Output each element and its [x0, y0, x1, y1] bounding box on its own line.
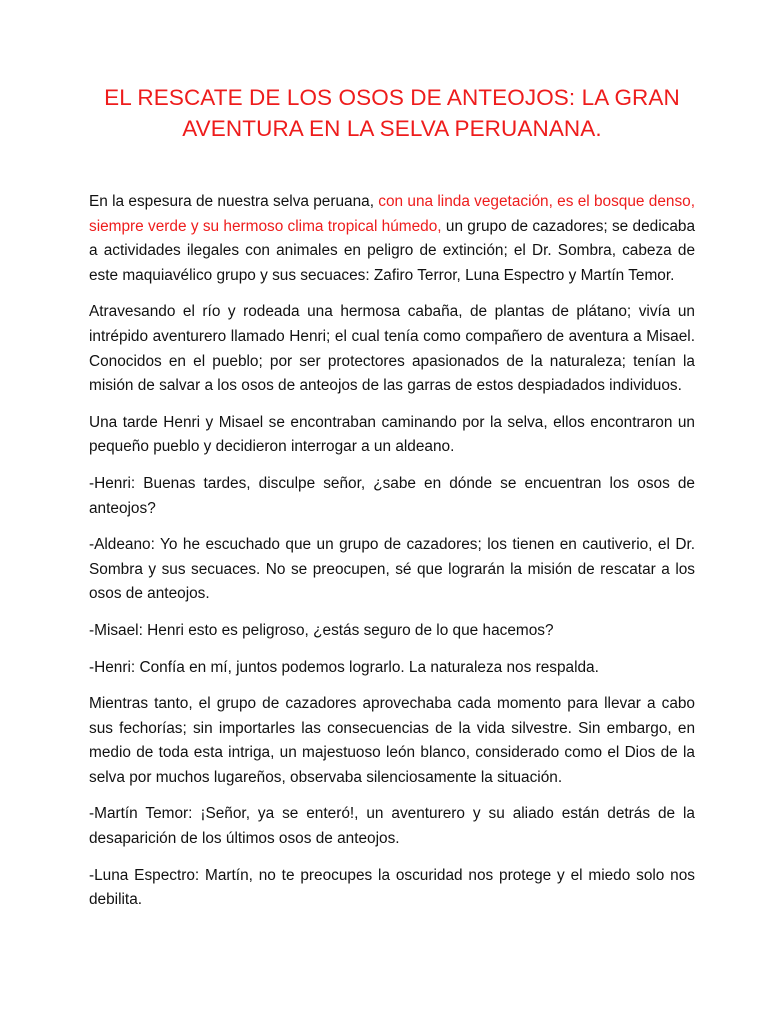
paragraph-intro-end: un grupo de cazadores; se dedicaba a actividades ilegales con animales en peligro de extinción; el Dr. Sombra, cabeza de este maquiavélico grupo y sus secuaces: Zafiro Terror, Luna Espectro y Martín Temor. — [89, 217, 696, 284]
document-title: EL RESCATE DE LOS OSOS DE ANTEOJOS: LA GRAN AVENTURA EN LA SELVA PERUANANA. — [104, 85, 680, 141]
dialogue-aldeano: -Aldeano: Yo he escuchado que un grupo de cazadores; los tienen en cautiverio, el Dr. Sombra y sus secuaces. No se preocupen, sé que lograrán la misión de rescatar a los osos de anteojos. — [89, 536, 695, 603]
dialogue-martin-temor: -Martín Temor: ¡Señor, ya se enteró!, un aventurero y su aliado están detrás de la desaparición de los últimos osos de anteojos. — [89, 805, 695, 848]
paragraph-henri-intro: Atravesando el río y rodeada una hermosa cabaña, de plantas de plátano; vivía un intrépido aventurero llamado Henri; el cual tenía como compañero de aventura a Misael. Conocidos en el pueblo; por ser protectores apasionados de la naturaleza; tenían la misión de salvar a los osos de anteojos de las garras de estos despiadados individuos. — [89, 303, 695, 395]
paragraph-hunters: Mientras tanto, el grupo de cazadores aprovechaba cada momento para llevar a cabo sus fechorías; sin importarles las consecuencias de la vida silvestre. Sin embargo, en medio de toda esta intriga, un majestuoso león blanco, considerado como el Dios de la selva por muchos lugareños, observaba silenciosamente la situación. — [89, 695, 695, 786]
highlighted-text: con una linda vegetación, es el bosque denso, siempre verde y su hermoso clima tropical húmedo, — [89, 193, 695, 235]
dialogue-luna-espectro: -Luna Espectro: Martín, no te preocupes la oscuridad nos protege y el miedo solo nos debilita. — [89, 866, 695, 909]
paragraph-village: Una tarde Henri y Misael se encontraban caminando por la selva, ellos encontraron un pequeño pueblo y decidieron interrogar a un aldeano. — [89, 413, 695, 456]
paragraph-intro-start: En la espesura de nuestra selva peruana, — [89, 193, 379, 210]
dialogue-henri-question: -Henri: Buenas tardes, disculpe señor, ¿sabe en dónde se encuentran los osos de anteojos? — [89, 474, 695, 517]
paragraph-intro — [89, 190, 695, 288]
dialogue-misael: -Misael: Henri esto es peligroso, ¿estás seguro de lo que hacemos? — [89, 621, 554, 639]
dialogue-henri-answer: -Henri: Confía en mí, juntos podemos lograrlo. La naturaleza nos respalda. — [89, 658, 599, 676]
